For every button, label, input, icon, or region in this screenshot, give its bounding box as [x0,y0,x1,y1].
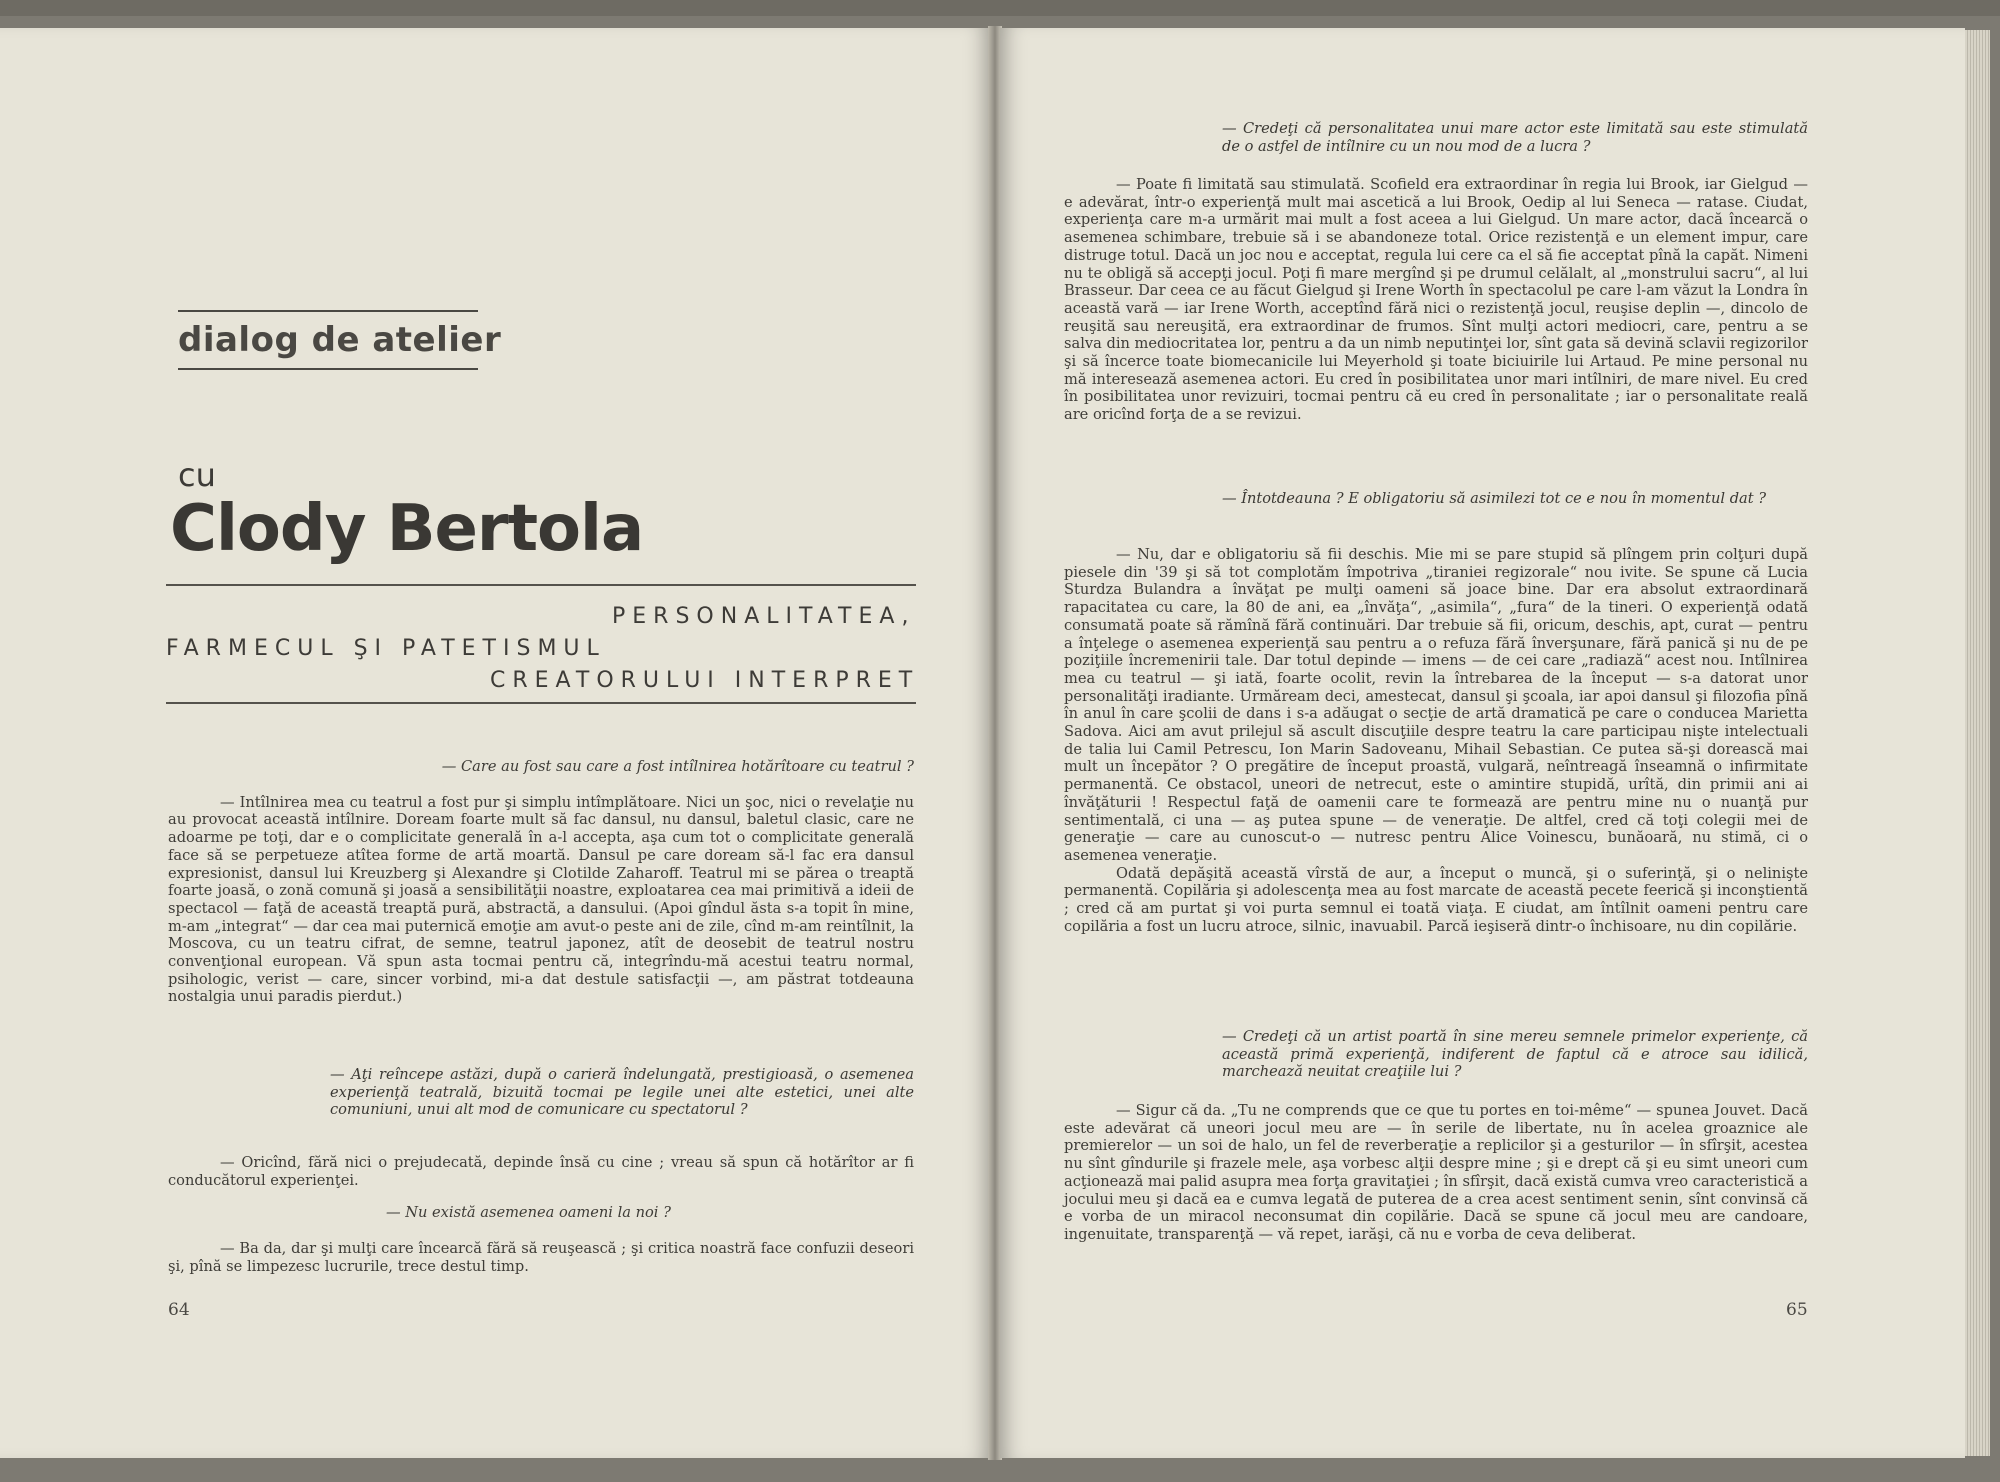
title-cu: cu [178,456,216,494]
answer-1: — Intîlnirea mea cu teatrul a fost pur şi simplu intîmplătoare. Nici un şoc, nici o revelaţie nu au provocat această intîlnire. Doream foarte mult să fac dansul, nu dansul, baletul clasic, care ne adoarme pe toţi, dar e o complicitate generală în a-l accepta, aşa cum tot o complicitate generală face să se perpetueze atîtea forme de artă moartă. Dansul pe care doream să-l fac era dansul expresionist, dansul lui Kreuzberg şi Alexandre şi Clotilde Zaharoff. Teatrul mi se părea o treaptă foarte joasă, o zonă comună şi joasă a sensibilităţii noastre, exploatarea cea mai primitivă a ideii de spectacol — faţă de această treaptă pură, abstractă, a dansului. (Apoi gîndul ăsta s-a topit în mine, m-am „integrat“ — dar cea mai puternică emoţie am avut-o peste ani de zile, cînd m-am reintîlnit, la Moscova, cu un teatru cifrat, de semne, teatrul japonez, atît de deosebit de teatrul nostru convenţional european. Vă spun asta tocmai pentru că, integrîndu-mă acestui teatru normal, psihologic, verist — care, sincer vorbind, mi-a dat destule satisfacţii —, am păstrat totdeauna nostalgia unui paradis pierdut.) [168,793,914,1006]
page-number-right: 65 [1786,1300,1808,1320]
left-text-column-2 [168,1154,914,1291]
answer-6: — Sigur că da. „Tu ne comprends que ce que tu portes en toi-même“ — spunea Jouvet. Dacă este adevărat că uneori jocul meu are — în serile de libertate, nu în acelea groaznice ale premierelor — un soi de halo, un fel de reverberaţie a replicilor şi a gesturilor — în sfîrşit, acestea nu sînt gîndurile şi frazele mele, aşa vorbesc alţii despre mine ; şi e drept că şi eu simt uneori cum acţionează mai palid asupra mea forţa gravitaţiei ; în sfîrşit, dacă există cumva vreo caracteristică a jocului meu şi dacă ea e cumva legată de puterea de a crea acest sentiment senin, sînt convinsă că e vorba de un miracol neconsumat din copilărie. Dacă se spune că jocul meu are candoare, ingenuitate, transparenţă — vă repet, iarăşi, că nu e vorba de ceva deliberat. [1064,1102,1808,1243]
question-3: — Nu există asemenea oameni la noi ? [386,1204,671,1222]
question-2: — Aţi reîncepe astăzi, după o carieră îndelungată, prestigioasă, o asemenea experienţă teatrală, bizuită tocmai pe legile unei alte estetici, unei alte comuniuni, unui alt mod de comunicare cu spectatorul ? [330,1066,914,1119]
section-title: dialog de atelier [178,320,502,360]
question-5: — Întotdeauna ? E obligatoriu să asimilezi tot ce e nou în momentul dat ? [1222,490,1767,507]
answer-2: — Oricînd, fără nici o prejudecată, depinde însă cu cine ; vreau să spun că hotărîtor ar fi conducătorul experienţei. [168,1154,914,1189]
title-top-rule [178,310,478,312]
page-number-left: 64 [168,1300,190,1320]
subtitle-bottom-rule [166,702,916,704]
answer-5-continued: Odată depăşită această vîrstă de aur, a început o muncă, şi o suferinţă, şi o nelinişte permanentă. Copilăria şi adolescenţa mea au fost marcate de această pecete feerică şi inconştientă ; cred că am purtat şi voi purta semnul ei toată viaţa. E ciudat, am întîlnit oameni pentru care copilăria a fost un lucru atroce, silnic, inavuabil. Parcă ieşiseră dintr-o închisoare, nu din copilărie. [1064,864,1808,935]
subtitle-top-rule [166,584,916,586]
interviewee-name: Clody Bertola [170,492,644,566]
right-page [1000,28,1965,1458]
left-page [0,28,990,1458]
title-bottom-rule [178,368,478,370]
subtitle-line-1: PERSONALITATEA, [612,604,916,629]
book-top-edge [0,0,2000,16]
answer-4: — Poate fi limitată sau stimulată. Scofield era extraordinar în regia lui Brook, iar Gielgud — e adevărat, într-o experienţă mult mai ascetică a lui Brook, Oedip al lui Seneca — ratase. Ciudat, experienţa care m-a urmărit mai mult a fost aceea a lui Gielgud. Un mare actor, dacă încearcă o asemenea schimbare, trebuie să i se abandoneze total. Orice rezistenţă e un element impur, care distruge totul. Dacă un joc nou e acceptat, regula lui cere ca el să fie acceptat pînă la capăt. Nimeni nu te obligă să accepţi jocul. Poţi fi mare mergînd şi pe drumul celălalt, al „monstrului sacru“, al lui Brasseur. Dar ceea ce au făcut Gielgud şi Irene Worth în spectacolul pe care l-am văzut la Londra în această vară — iar Irene Worth, acceptînd fără nici o rezistenţă jocul, reuşise deplin —, dincolo de reuşită sau nereuşită, era extraordinar de frumos. Sînt mulţi actori mediocri, care, pentru a se salva din mediocritatea lor, pentru a da un nimb neputinţei lor, sînt gata să devină sclavii regizorilor şi să încerce toate biomecanicile lui Meyerhold şi toate biciuirile lui Artaud. Pe mine personal nu mă interesează asemenea actori. Eu cred în posibilitatea unor mari intîlniri, de mare nivel. Eu cred în posibilitatea unor revizuiri, tocmai pentru că eu cred în personalitate ; iar o personalitate reală are oricînd forţa de a se revizui. [1064,176,1808,424]
question-1: — Care au fost sau care a fost intîlnirea hotărîtoare cu teatrul ? [441,758,914,775]
right-text-column-2 [1064,546,1808,950]
book-page-edges [1965,30,1990,1456]
subtitle-line-3: CREATORULUI INTERPRET [490,668,920,693]
answer-3: — Ba da, dar şi mulţi care încearcă fără să reuşească ; şi critica noastră face confuzii deseori şi, pînă se limpezesc lucrurile, trece destul timp. [168,1240,914,1275]
answer-5: — Nu, dar e obligatoriu să fii deschis. Mie mi se pare stupid să plîngem prin colţuri după piesele din '39 şi să tot complotăm împotriva „tiraniei regizorale“ nou ivite. Se spune că Lucia Sturdza Bulandra a învăţat pe mulţi oameni să joace bine. Dar era absolut extraordinară rapacitatea cu care, la 80 de ani, ea „învăţa“, „asimila“, „fura“ de la tineri. O experienţă odată consumată poate să rămînă fără continuări. Dar trebuie să fii, oricum, deschis, apt, curat — pentru a înţelege o asemenea experienţă sau pentru a o refuza fără înverşunare, fără panică şi nu de pe poziţiile încremenirii tale. Dar totul depinde — imens — de cei care „radiază“ acest nou. Intîlnirea mea cu teatrul — şi iată, foarte ocolit, revin la întrebarea de la început — s-a datorat unor personalităţi iradiante. Urmăream deci, amestecat, dansul şi şcoala, iar apoi dansul şi filozofia pînă în anul în care şcolii de dans i s-a adăugat o secţie de artă dramatică pe care o conducea Marietta Sadova. Aici am avut prilejul să ascult discuţiile despre teatru la care participau nişte intelectuali de talia lui Camil Petrescu, Ion Marin Sadoveanu, Mihail Sebastian. Ce putea să-şi dorească mai mult un începător ? O pregătire de început proastă, vulgară, neîntreagă înseamnă o infirmitate permanentă. Ce obstacol, uneori de netrecut, este o amintire stupidă, urîtă, din primii ani ai învăţăturii ! Respectul faţă de oamenii care te formează are pentru mine nu o nuanţă pur sentimentală, ci una — aş putea spune — de veneraţie. De altfel, cred că toţi colegii mei de generaţie — care au cunoscut-o — nutresc pentru Alice Voinescu, bunăoară, nu stimă, ci o asemenea veneraţie. [1064,546,1808,864]
question-4: — Credeţi că personalitatea unui mare actor este limitată sau este stimulată de o astfel de intîlnire cu un nou mod de a lucra ? [1222,120,1808,155]
right-text-column [1064,176,1808,439]
subtitle-line-2: FARMECUL ŞI PATETISMUL [166,636,606,661]
left-text-column [168,758,914,1021]
book-spread [0,18,2000,1468]
question-6: — Credeţi că un artist poartă în sine mereu semnele primelor experienţe, că această primă experienţă, indiferent de faptul că e atroce sau idilică, marchează neuitat creaţiile lui ? [1222,1028,1808,1081]
right-text-column-3 [1064,1102,1808,1259]
